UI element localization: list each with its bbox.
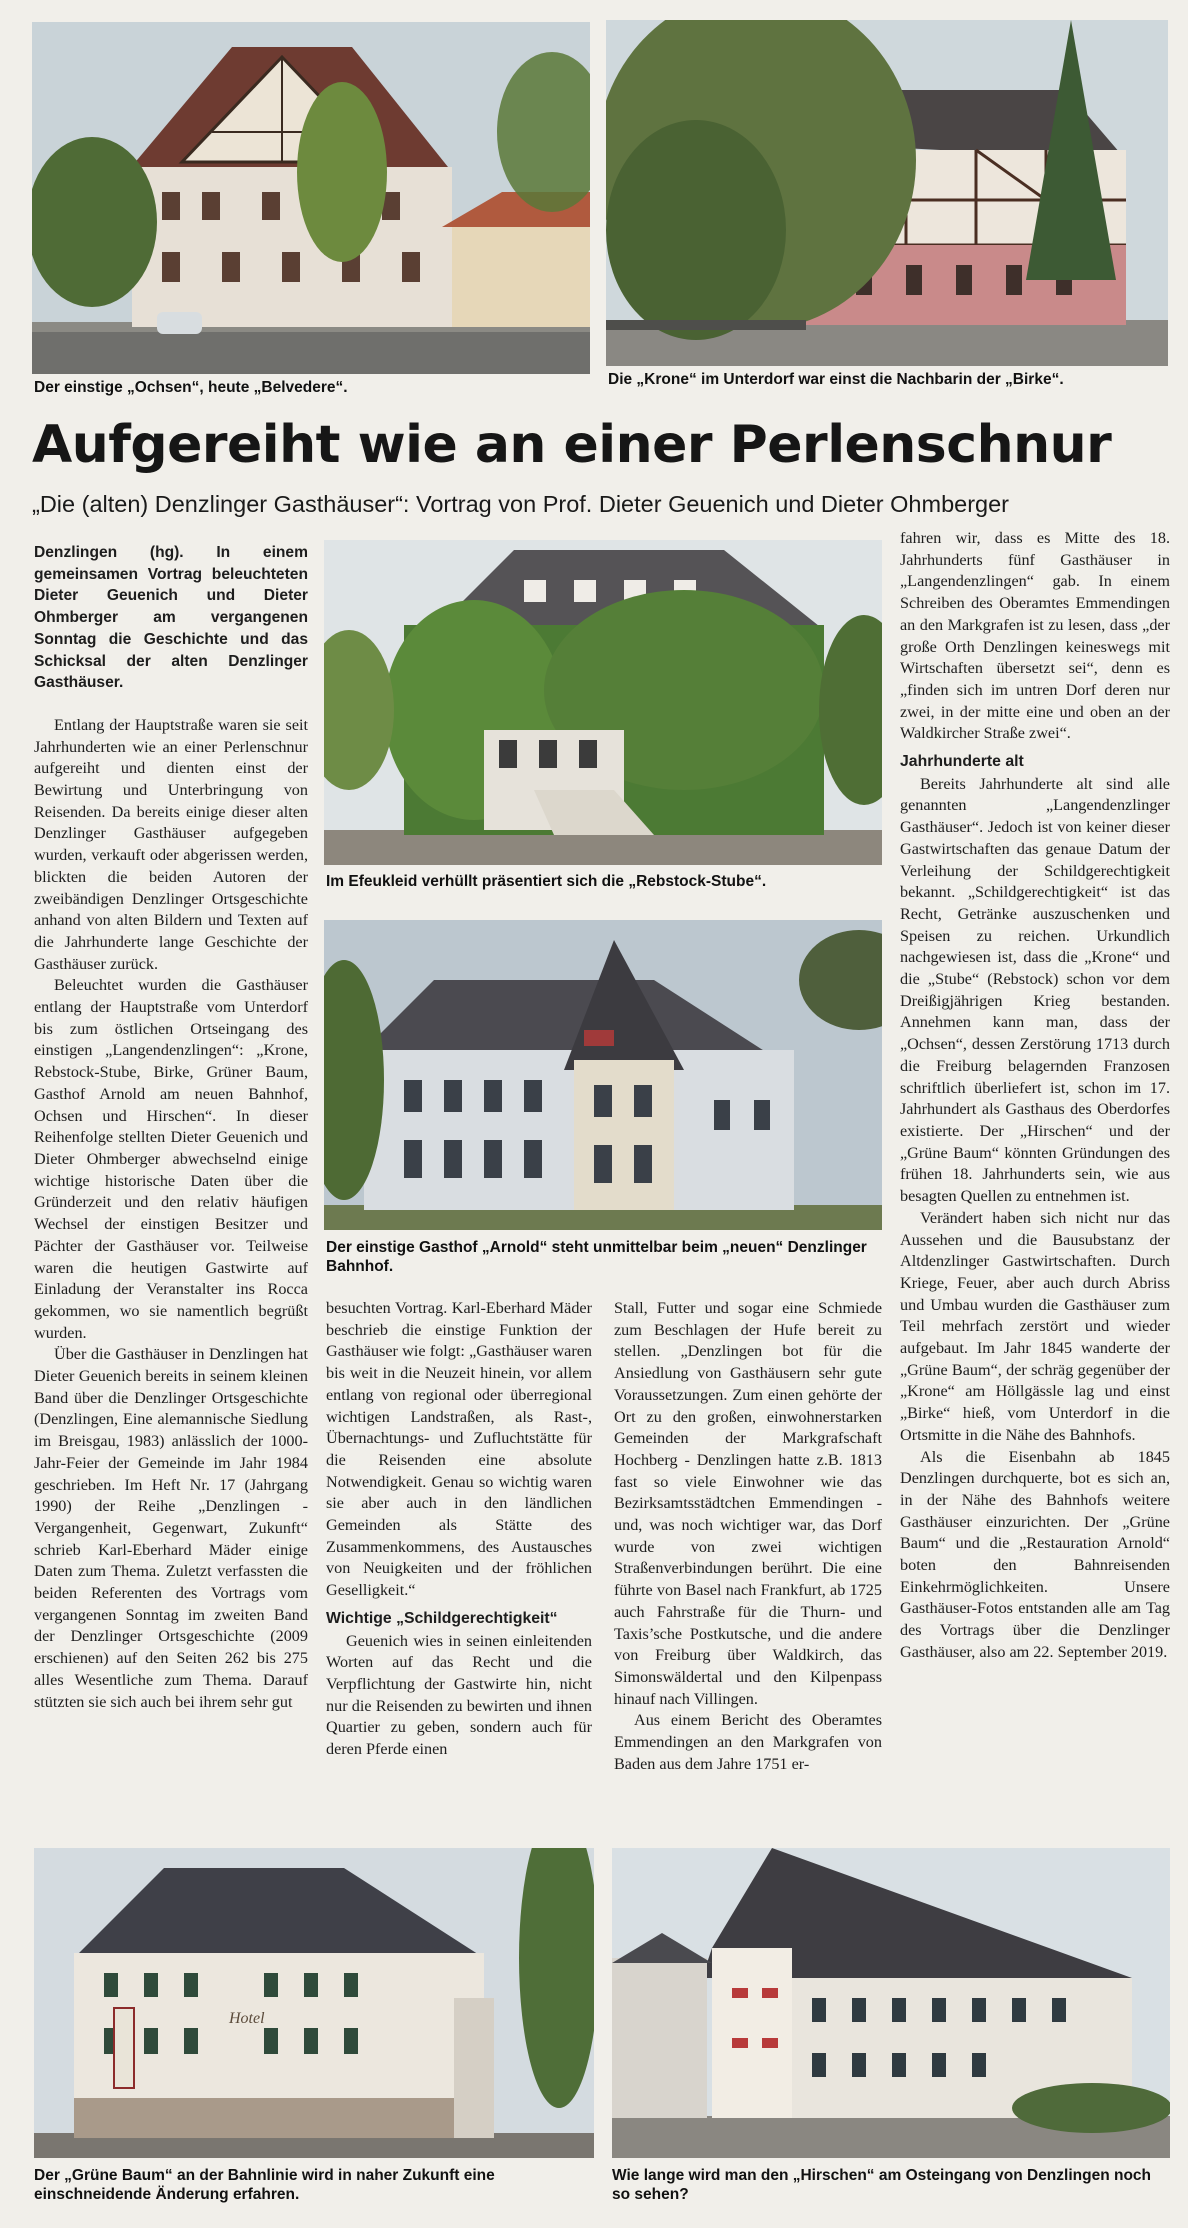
photo-arnold <box>324 920 882 1230</box>
headline: Aufgereiht wie an einer Perlenschnur <box>32 415 1112 475</box>
subheading-jahrhunderte-alt: Jahrhunderte alt <box>900 753 1024 771</box>
paragraph: besuchten Vortrag. Karl-Eberhard Mäder beschrieb die einstige Funktion der Gasthäuser wie folgt: „Gasthäuser waren bis weit in die Neuzeit hinein, vor allem entlang von regional oder überregional wichtigen Landstraßen, als Rast-, Übernachtungs- und Zufluchtstätte für die Reisenden eine absolute Notwendigkeit. Genau so wichtig waren sie aber auch in den ländlichen Gemeinden als Stätte des Zusammenkommens, des Austausches von Neuigkeiten und der fröhlichen Geselligkeit.“ <box>326 1299 592 1600</box>
paragraph: Aus einem Bericht des Oberamtes Emmendingen an den Markgrafen von Baden aus dem Jahre 1751 er- <box>614 1711 882 1773</box>
photo-krone <box>606 20 1168 366</box>
caption-arnold: Der einstige Gasthof „Arnold“ steht unmittelbar beim „neuen“ Denzlinger Bahnhof. <box>326 1239 867 1275</box>
paragraph: Beleuchtet wurden die Gasthäuser entlang der Hauptstraße vom Unterdorf bis zum östlichen Ortseingang des einstigen „Langendenzlingen“: „Krone, Rebstock-Stube, Birke, Grüner Baum, Gasthof Arnold am neuen Bahnhof, Ochsen und Hirschen“. In dieser Reihenfolge stellten Dieter Geuenich und Dieter Ohmberger abwechselnd einige wichtige historische Daten über die Gründerzeit und den relativ häufigen Wechsel der einstigen Besitzer und Pächter der Gasthäuser vor. Teilweise waren die heutigen Gastwirte auf Einladung der Veranstalter ins Rocca gekommen, wo sie namentlich begrüßt wurden. <box>34 976 308 1342</box>
paragraph: Stall, Futter und sogar eine Schmiede zum Beschlagen der Hufe bereit zu stellen. „Denzlingen bot für die Ansiedlung von Gasthäusern sehr gute Voraussetzungen. Zum einen gehörte der Ort zu den großen, einwohnerstarken Gemeinden der Markgrafschaft Hochberg - Denzlingen hatte z.B. 1813 fast so viele Einwohner wie das Bezirksamtsstädtchen Emmendingen - und, was noch wichtiger war, das Dorf wurde von zwei wichtigen Straßenverbindungen berührt. Die eine führte von Basel nach Frankfurt, ab 1725 auch Fahrstraße für die Thurn- und Taxis’sche Postkutsche, und die andere von Freiburg über Waldkirch, das Simonswäldertal und den Kilpenpass hinauf nach Villingen. <box>614 1299 882 1708</box>
caption-krone: Die „Krone“ im Unterdorf war einst die Nachbarin der „Birke“. <box>608 371 1064 388</box>
column-1 <box>34 542 308 1713</box>
caption-rebstock: Im Efeukleid verhüllt präsentiert sich die „Rebstock-Stube“. <box>326 873 767 890</box>
subline: „Die (alten) Denzlinger Gasthäuser“: Vortrag von Prof. Dieter Geuenich und Dieter Ohmberger <box>32 491 1010 517</box>
column-2 <box>326 1298 592 1761</box>
photo-ochsen <box>32 22 590 374</box>
caption-hirschen: Wie lange wird man den „Hirschen“ am Osteingang von Denzlingen noch so sehen? <box>612 2167 1151 2203</box>
caption-gruener-baum: Der „Grüne Baum“ an der Bahnlinie wird in naher Zukunft eine einschneidende Änderung erfahren. <box>34 2167 495 2203</box>
paragraph: Über die Gasthäuser in Denzlingen hat Dieter Geuenich bereits in seinem kleinen Band über die Denzlinger Ortsgeschichte (Denzlingen, Eine alemannische Siedlung im Breisgau, 1983) anlässlich der 1000-Jahr-Feier der Gemeinde im Jahr 1984 geschrieben. Im Heft Nr. 17 (Jahrgang 1990) der Reihe „Denzlingen - Vergangenheit, Gegenwart, Zukunft“ schrieb Karl-Eberhard Mäder einige Daten zum Thema. Zuletzt verfassten die beiden Referenten des Vortrags vom vergangenen Sonntag im zweiten Band der Denzlinger Ortsgeschichte (2009 erschienen) auf den Seiten 262 bis 275 alles Wesentliche zum Thema. Darauf stützten sie sich auch bei ihrem sehr gut <box>34 1345 308 1711</box>
paragraph: Entlang der Hauptstraße waren sie seit Jahrhunderten wie an einer Perlenschnur aufgereiht und dienten einst der Bewirtung und Unterbringung von Reisenden. Da bereits einige dieser alten Denzlinger Gasthäuser aufgegeben wurden, verkauft oder abgerissen werden, blickten die beiden Autoren der zweibändigen Denzlinger Ortsgeschichte anhand von alten Bildern und Texten auf die Jahrhunderte lange Geschichte der Gasthäuser zurück. <box>34 715 308 973</box>
caption-ochsen: Der einstige „Ochsen“, heute „Belvedere“. <box>34 379 348 396</box>
paragraph: fahren wir, dass es Mitte des 18. Jahrhunderts fünf Gasthäuser in „Langendenzlingen“ gab. In einem Schreiben des Oberamtes Emmendingen an den Markgrafen ist zu lesen, dass „der große Orth Denzlingen keineswegs mit Wirtschaften übersetzt sei“, denn es „finden sich im untren Dorf deren nur zwei, in der mitte eine und oben an der Waldkircher Straße zwei“. <box>900 529 1170 743</box>
lead-paragraph <box>34 542 308 694</box>
column-3 <box>614 1298 882 1775</box>
paragraph: Als die Eisenbahn ab 1845 Denzlingen durchquerte, bot es sich an, in der Nähe des Bahnhofs weitere Gasthäuser einzurichten. Der „Grüne Baum“ und die „Restauration Arnold“ boten den Bahnreisenden Einkehrmöglichkeiten. Unsere Gasthäuser-Fotos entstanden alle am Tag des Vortrags über die Denzlinger Gasthäuser, also am 22. September 2019. <box>900 1447 1170 1661</box>
paragraph: Verändert haben sich nicht nur das Aussehen und die Bausubstanz der Altdenzlinger Gastwirtschaften. Durch Kriege, Feuer, aber auch durch Abriss und Umbau wurden die Gasthäuser zum Teil mehrfach zerstört und wieder aufgebaut. Im Jahr 1845 wanderte der „Grüne Baum“, der schräg gegenüber der „Krone“ am Höllgässle lag und einst „Birke“ hieß, vom Unterdorf in die Ortsmitte in die Nähe des Bahnhofs. <box>900 1208 1170 1444</box>
dateline: Denzlingen (hg). <box>34 544 184 561</box>
paragraph: Geuenich wies in seinen einleitenden Worten auf das Recht und die Verpflichtung der Gastwirte hin, nicht nur die Reisenden zu bewirten und ihnen Quartier zu geben, sondern auch für deren Pferde einen <box>326 1631 592 1759</box>
photo-gruener-baum <box>34 1848 594 2158</box>
subheading-schildgerechtigkeit: Wichtige „Schildgerechtigkeit“ <box>326 1609 558 1627</box>
column-4 <box>900 528 1170 1664</box>
hotel-sign: Hotel <box>229 2010 265 2027</box>
photo-rebstock <box>324 540 882 865</box>
lead-text: In einem gemeinsamen Vortrag beleuchteten Dieter Geuenich und Dieter Ohmberger am vergangenen Sonntag die Geschichte und das Schicksal der alten Denzlinger Gasthäuser. <box>34 544 308 692</box>
paragraph: Bereits Jahrhunderte alt sind alle genannten „Langendenzlinger Gasthäuser“. Jedoch ist von keiner dieser Gastwirtschaften das genaue Datum der Verleihung der Schildgerechtigkeit bekannt. „Schildgerechtigkeit“ ist das Recht, Getränke auszuschenken und Speisen zu reichen. Urkundlich nachgewiesen ist, dass die „Krone“ und die „Stube“ (Rebstock) schon vor dem Dreißigjährigen Krieg bestanden. Annehmen kann man, dass der „Ochsen“, dessen Zerstörung 1713 durch die Freiburg belagernden Franzosen schriftlich überliefert ist, schon im 17. Jahrhundert als Gasthaus des Oberdorfes existierte. Der „Hirschen“ und der „Grüne Baum“ könnten Gründungen des frühen 18. Jahrhunderts sein, wie aus besagten Quellen zu entnehmen ist. <box>900 774 1170 1206</box>
photo-hirschen <box>612 1848 1170 2158</box>
